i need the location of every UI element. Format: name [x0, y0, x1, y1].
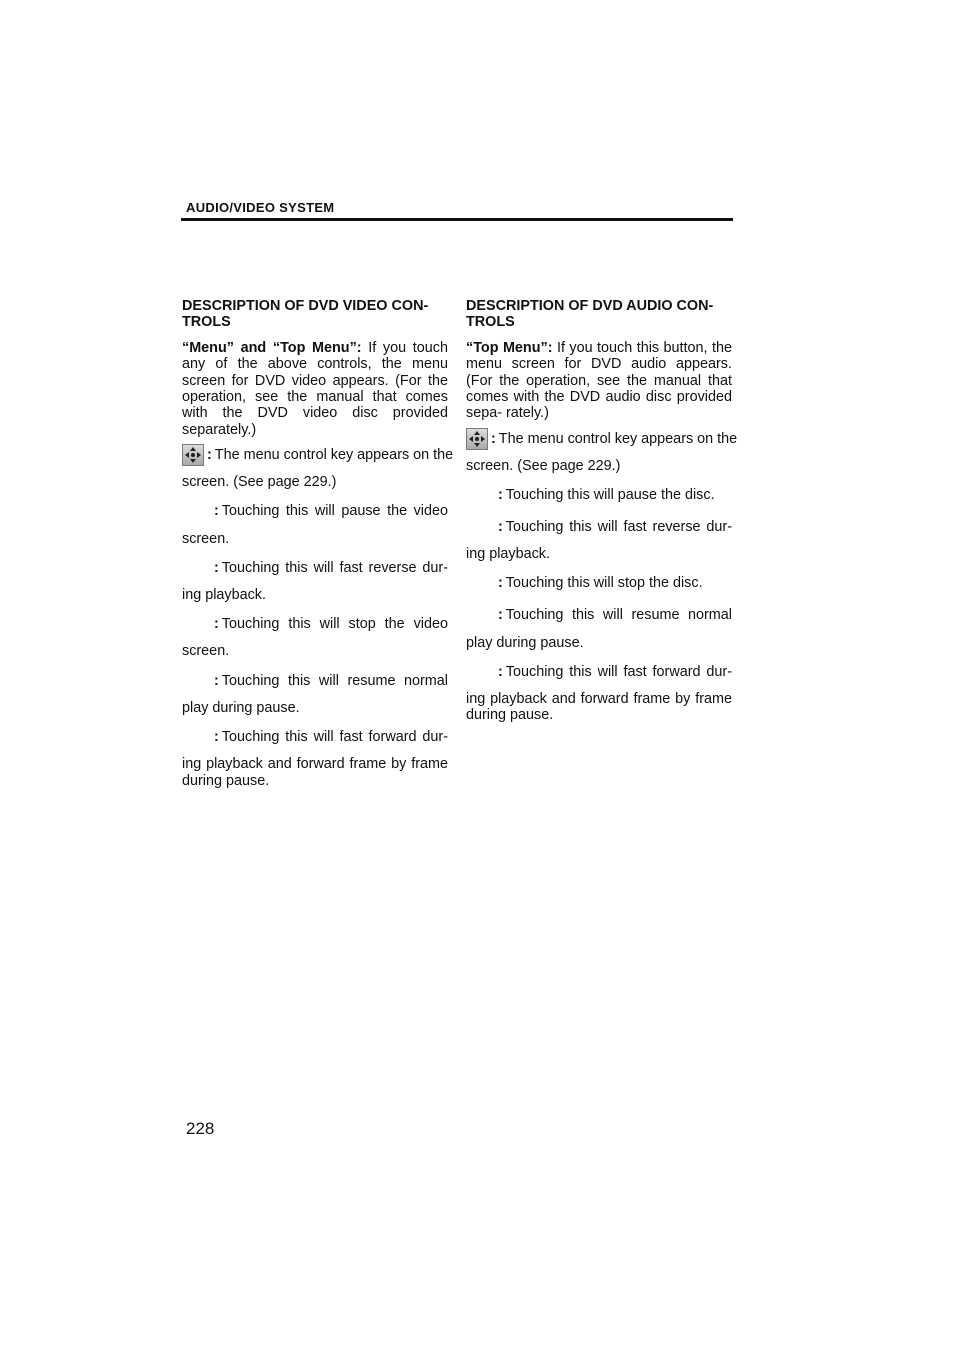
- item-text-continued: play during pause.: [182, 699, 300, 716]
- item-colon: :: [498, 663, 503, 680]
- dvd-video-item-fast-forward: [182, 726, 448, 789]
- dvd-video-title-line2: TROLS: [182, 314, 231, 331]
- dvd-video-item-play: [182, 670, 448, 716]
- item-text: Touching this will resume normal: [221, 672, 448, 689]
- menu-top-menu-text: If you touch any of the above controls, the menu screen for DVD video appears. (For the operation, see the manual that comes with the DVD video disc provided separately.): [182, 339, 448, 438]
- item-colon: :: [491, 430, 496, 447]
- menu-control-key-icon: [182, 444, 204, 466]
- item-text: Touching this will fast forward dur-: [221, 729, 448, 746]
- fast-reverse-key-icon: [466, 516, 496, 538]
- item-text: The menu control key appears on the: [214, 447, 454, 464]
- item-text-continued: ing playback and forward frame by frame during pause.: [182, 756, 448, 789]
- item-text-continued: screen. (See page 229.): [182, 474, 337, 491]
- header-rule: [181, 218, 733, 221]
- dvd-audio-title-line1: DESCRIPTION OF DVD AUDIO CON-: [466, 298, 714, 314]
- pause-key-icon: [466, 484, 496, 506]
- item-text: Touching this will stop the disc.: [505, 575, 703, 592]
- dvd-audio-section-title: [466, 298, 732, 331]
- item-text-continued: screen. (See page 229.): [466, 457, 621, 474]
- top-menu-text: If you touch this button, the menu screen for DVD audio appears. (For the operation, see the manual that comes with the DVD audio disc provided sepa- rately.): [466, 339, 732, 422]
- item-colon: :: [498, 575, 503, 592]
- item-colon: :: [498, 519, 503, 536]
- item-colon: :: [214, 672, 219, 689]
- dvd-video-item-stop: [182, 613, 448, 659]
- item-text: Touching this will pause the video: [221, 503, 448, 520]
- item-text-continued: ing playback.: [466, 546, 550, 563]
- dvd-audio-item-menu-key: [466, 428, 738, 474]
- item-text-continued: screen.: [182, 643, 230, 660]
- item-text: Touching this will fast reverse dur-: [221, 559, 448, 576]
- item-colon: :: [214, 729, 219, 746]
- dvd-audio-controls-column: [466, 298, 738, 734]
- item-colon: :: [207, 447, 212, 464]
- item-text: Touching this will stop the video: [221, 616, 448, 633]
- item-text-continued: screen.: [182, 530, 230, 547]
- pause-key-icon: [182, 501, 212, 523]
- item-text-continued: ing playback.: [182, 587, 266, 604]
- dvd-video-menu-description: [182, 340, 448, 438]
- item-colon: :: [214, 616, 219, 633]
- item-colon: :: [214, 503, 219, 520]
- item-text: Touching this will fast reverse dur-: [505, 519, 732, 536]
- dvd-audio-title-line2: TROLS: [466, 314, 515, 331]
- dvd-audio-item-pause: [466, 484, 732, 506]
- play-key-icon: [466, 605, 496, 627]
- dvd-video-title-line1: DESCRIPTION OF DVD VIDEO CON-: [182, 298, 429, 314]
- menu-top-menu-term: “Menu” and “Top Menu”:: [182, 339, 362, 356]
- menu-control-key-icon: [466, 428, 488, 450]
- fast-forward-key-icon: [182, 726, 212, 748]
- item-text: Touching this will pause the disc.: [505, 487, 715, 504]
- dvd-video-item-pause: [182, 501, 448, 547]
- dvd-audio-menu-description: [466, 340, 732, 422]
- dvd-audio-item-fast-forward: [466, 661, 732, 724]
- play-key-icon: [182, 670, 212, 692]
- dvd-audio-item-play: [466, 605, 732, 651]
- dvd-video-item-fast-reverse: [182, 557, 448, 603]
- stop-key-icon: [182, 613, 212, 635]
- fast-reverse-key-icon: [182, 557, 212, 579]
- item-text-continued: play during pause.: [466, 634, 584, 651]
- item-text: Touching this will resume normal: [505, 607, 732, 624]
- dvd-video-section-title: [182, 298, 448, 331]
- item-colon: :: [214, 559, 219, 576]
- dvd-video-controls-column: [182, 298, 454, 799]
- item-colon: :: [498, 607, 503, 624]
- page-number: 228: [186, 1119, 215, 1138]
- dvd-audio-item-fast-reverse: [466, 516, 732, 562]
- top-menu-term: “Top Menu”:: [466, 339, 553, 356]
- section-header: AUDIO/VIDEO SYSTEM: [186, 200, 335, 215]
- item-text: Touching this will fast forward dur-: [505, 663, 732, 680]
- stop-key-icon: [466, 573, 496, 595]
- fast-forward-key-icon: [466, 661, 496, 683]
- dvd-video-item-menu-key: [182, 444, 454, 491]
- item-colon: :: [498, 487, 503, 504]
- dvd-audio-item-stop: [466, 573, 732, 595]
- item-text: The menu control key appears on the: [498, 430, 738, 447]
- item-text-continued: ing playback and forward frame by frame during pause.: [466, 691, 732, 724]
